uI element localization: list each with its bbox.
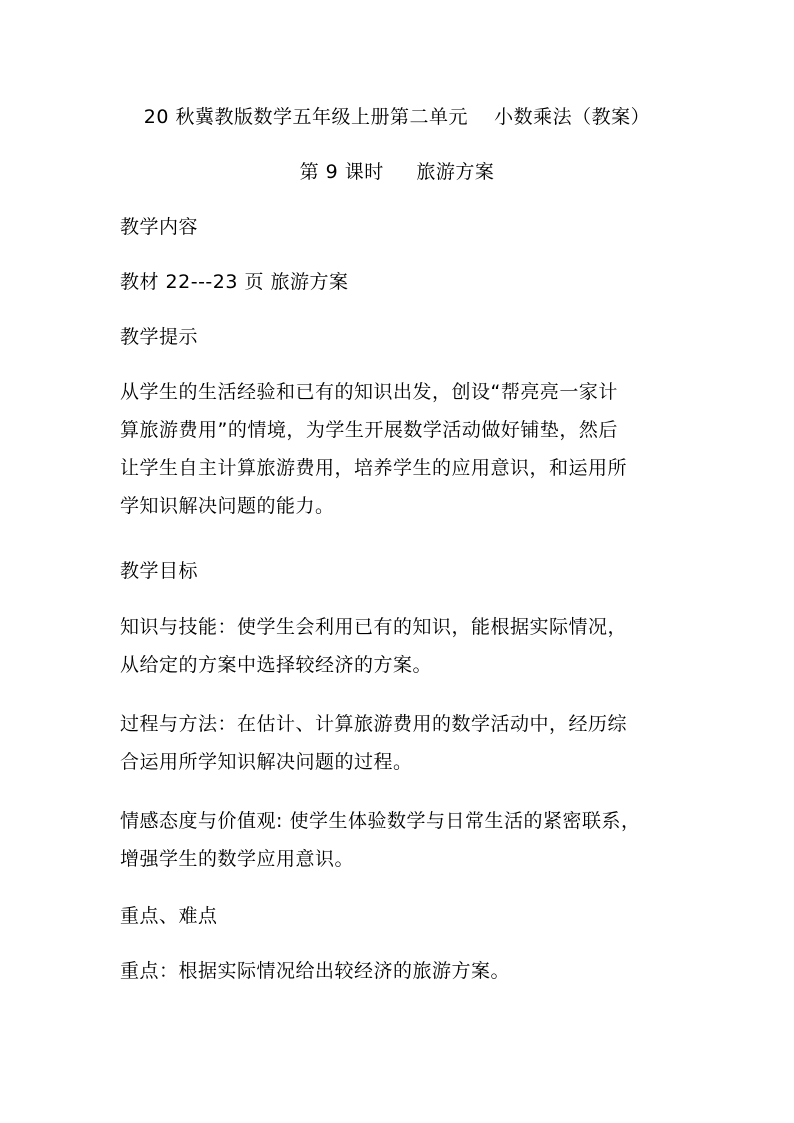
paragraph-line: 从给定的方案中选择较经济的方案。 — [120, 654, 433, 676]
document-title: 20 秋冀教版数学五年级上册第二单元 小数乘法（教案） — [143, 106, 651, 128]
paragraph-line: 增强学生的数学应用意识。 — [120, 848, 355, 870]
paragraph-line: 学知识解决问题的能力。 — [120, 495, 335, 517]
section-heading-key-points: 重点、难点 — [120, 905, 218, 927]
paragraph-line: 让学生自主计算旅游费用，培养学生的应用意识，和运用所 — [120, 457, 628, 479]
textbook-pages: 教材 22---23 页 旅游方案 — [120, 271, 349, 293]
paragraph-line: 过程与方法：在估计、计算旅游费用的数学活动中，经历综 — [120, 713, 628, 735]
section-heading-teaching-goals: 教学目标 — [120, 560, 199, 582]
key-point-text: 重点：根据实际情况给出较经济的旅游方案。 — [120, 960, 511, 982]
section-heading-teaching-content: 教学内容 — [120, 216, 199, 238]
section-heading-teaching-tips: 教学提示 — [120, 326, 199, 348]
paragraph-line: 从学生的生活经验和已有的知识出发，创设“帮亮亮一家计 — [120, 381, 618, 403]
paragraph-line: 知识与技能：使学生会利用已有的知识，能根据实际情况， — [120, 616, 628, 638]
lesson-subtitle: 第 9 课时 旅游方案 — [299, 161, 495, 183]
paragraph-line: 情感态度与价值观: 使学生体验数学与日常生活的紧密联系， — [120, 810, 641, 832]
paragraph-line: 算旅游费用”的情境，为学生开展数学活动做好铺垫，然后 — [120, 419, 618, 441]
paragraph-line: 合运用所学知识解决问题的过程。 — [120, 751, 413, 773]
